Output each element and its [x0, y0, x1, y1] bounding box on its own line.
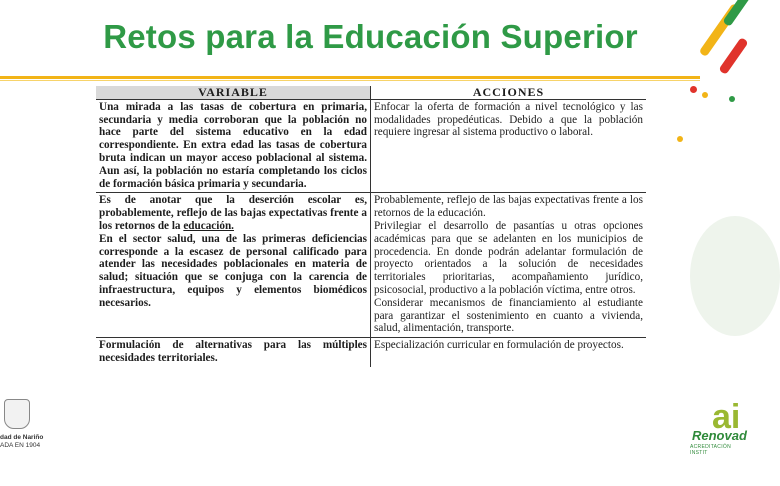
- row-2-variable-text-1: Es de anotar que la deserción escolar es, probablemente, reflejo de las bajas expectativas frente a los retornos de la: [99, 194, 367, 232]
- title-underline: [0, 76, 700, 79]
- decor-dot-yellow-2: [677, 136, 683, 142]
- table-row: [96, 193, 646, 338]
- table-header-row: [96, 86, 646, 99]
- row-1-variable: [96, 99, 371, 193]
- row-2-variable: [96, 193, 371, 338]
- row-2-acciones: [371, 193, 647, 338]
- decor-leaf-shape: [690, 216, 780, 336]
- university-logo-line-2: ADA EN 1904: [0, 442, 41, 449]
- accreditation-logo-subtitle: ACREDITACIÓN INSTIT: [690, 444, 732, 456]
- header-variable: VARIABLE: [96, 86, 371, 99]
- row-2-acciones-text-2: Privilegiar el desarrollo de pasantías u otras opciones académicas para que se adelanten en los municipios de procedencia. En donde podrán adelantar formulación de proyecto orientados a la solución de necesidades territoriales prioritarias, acompañamiento jurídico, psicosocial, productivo a la población víctima, entre otros.: [374, 219, 643, 296]
- row-3-acciones-text: Especialización curricular en formulación de proyectos.: [374, 339, 624, 352]
- row-1-acciones: [371, 99, 647, 193]
- university-seal-icon: [4, 399, 30, 429]
- decor-dot-red: [690, 86, 697, 93]
- table-row: [96, 99, 646, 193]
- row-3-acciones: [371, 338, 647, 367]
- university-logo-line-1: dad de Nariño: [0, 434, 44, 441]
- decor-dot-yellow: [702, 92, 708, 98]
- decor-dot-green: [729, 96, 735, 102]
- table-row: [96, 338, 646, 367]
- university-logo-text: [0, 434, 43, 450]
- accreditation-logo-renovada: Renovad: [692, 428, 747, 443]
- header-acciones: ACCIONES: [371, 86, 647, 99]
- title-underline-thin: [0, 80, 700, 81]
- row-2-acciones-text-3: Considerar mecanismos de financiamiento al estudiante para garantizar el sostenimiento en cuanto a vivienda, salud, alimentación, transporte.: [374, 296, 643, 335]
- row-1-acciones-text: Enfocar la oferta de formación a nivel tecnológico y las modalidades propedéuticas. Debido a que la población requiere ingresar al sistema productivo o laboral.: [374, 100, 643, 139]
- row-3-variable-text: Formulación de alternativas para las múltiples necesidades territoriales.: [99, 339, 367, 364]
- row-2-variable-para-2: En el sector salud, una de las primeras deficiencias corresponde a la escasez de personal calificado para atender las necesidades poblacionales en materia de salud; situación que se conjuga con la carencia de infraestructura, equipos y elementos biomédicos necesarios.: [99, 232, 367, 309]
- row-2-variable-para-1: [99, 194, 367, 232]
- row-3-variable: [96, 338, 371, 367]
- retos-table: [96, 86, 646, 367]
- row-2-acciones-text-1: Probablemente, reflejo de las bajas expectativas frente a los retornos de la educación.: [374, 194, 643, 220]
- row-1-variable-text: Una mirada a las tasas de cobertura en primaria, secundaria y media corroboran que la población no hace parte del sistema educativo en la edad correspondiente. En extra edad las tasas de cobertura bruta indican un mayor acceso poblacional al sistema. Aun así, la población no estaría completando los ciclos de formación básica primaria y secundaria.: [99, 100, 367, 190]
- slide-title: Retos para la Educación Superior: [103, 18, 638, 55]
- accreditation-logo-ai: ai: [712, 398, 741, 436]
- row-2-variable-underlined: educación.: [183, 219, 234, 232]
